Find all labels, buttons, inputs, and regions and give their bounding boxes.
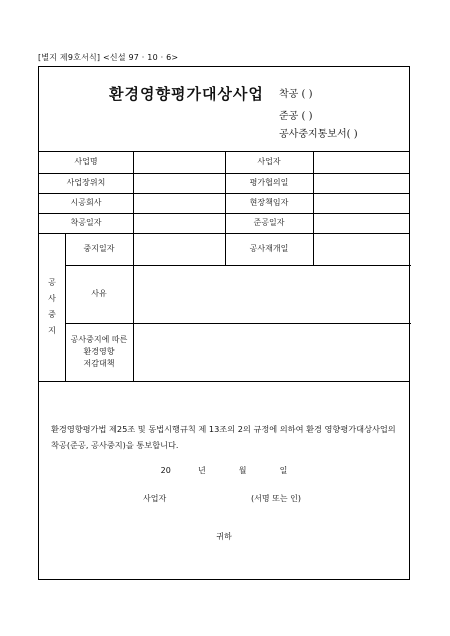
month-unit: 월 <box>238 466 247 475</box>
mitigation-label <box>65 323 133 381</box>
business-name-label: 사업명 <box>74 157 98 166</box>
mitigation-line: 환경영향 <box>83 347 115 356</box>
rule-stop-col1 <box>133 233 134 381</box>
signature-note: (서명 또는 인) <box>251 494 301 503</box>
reason-label: 사유 <box>91 289 107 298</box>
consultation-date-label: 평가협의일 <box>249 178 289 187</box>
date-line <box>39 465 409 476</box>
rule-col1-top <box>133 151 134 233</box>
mitigation-line: 저감대책 <box>83 359 115 368</box>
location-label: 사업장위치 <box>66 178 106 187</box>
site-manager-label: 현장책임자 <box>249 198 289 207</box>
addressee: 귀하 <box>216 532 232 541</box>
stop-label-char: 공 <box>48 278 56 287</box>
form-title: 환경영향평가대상사업 <box>109 85 264 103</box>
rule-table-bottom <box>39 381 409 382</box>
form-number-note: [별지 제9호서식] <신설 97 · 10 · 6> <box>38 53 179 62</box>
year-unit: 년 <box>197 466 206 475</box>
rule-stop-col3 <box>313 233 314 265</box>
start-date-label: 착공일자 <box>70 218 102 227</box>
rule-col3-top <box>313 151 314 233</box>
option-completion: 준공 ( ) <box>279 111 313 122</box>
operator-label: 사업자 <box>257 157 281 166</box>
year-value: 20 <box>160 466 171 475</box>
signature-label: 사업자 <box>143 494 167 503</box>
resume-date-label: 공사재개일 <box>249 244 289 253</box>
day-unit: 일 <box>279 466 288 475</box>
option-start: 착공 ( ) <box>279 89 313 100</box>
stop-label-char: 중 <box>48 310 56 319</box>
notification-statement: 환경영향평가법 제25조 및 동법시행규칙 제 13조의 2의 규정에 의하여 환경 영향평가대상사업의 착공(준공, 공사중지)을 통보합니다. <box>51 424 396 450</box>
completion-date-label: 준공일자 <box>253 218 285 227</box>
contractor-label: 시공회사 <box>70 198 102 207</box>
stop-label-char: 사 <box>48 294 56 303</box>
mitigation-line: 공사중지에 따른 <box>70 335 128 344</box>
stop-date-label: 중지일자 <box>83 244 115 253</box>
notification-form <box>38 66 410 580</box>
stop-section-label <box>39 233 65 381</box>
option-stop: 공사중지통보서( ) <box>279 129 358 140</box>
stop-label-char: 지 <box>48 326 56 335</box>
title-area <box>39 67 409 151</box>
